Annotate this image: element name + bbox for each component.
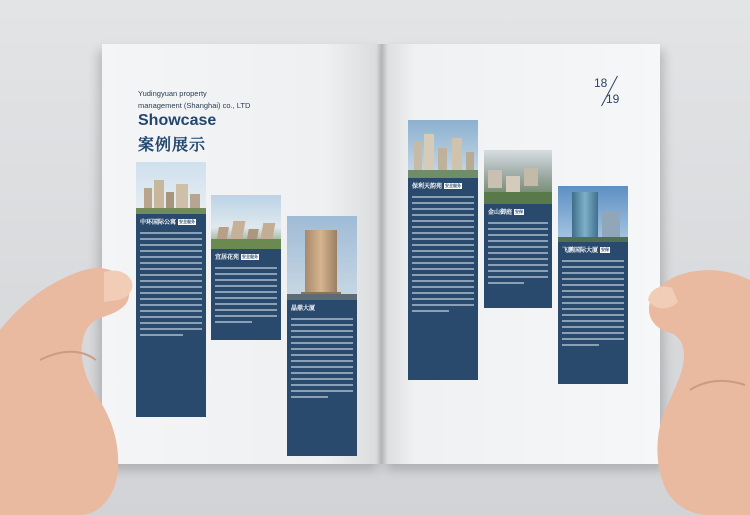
- company-line-1: Yudingyuan property: [138, 89, 207, 98]
- case-card-3: [287, 216, 357, 456]
- case-text-5: [484, 217, 552, 289]
- case-photo-3: [287, 216, 357, 300]
- company-name: [138, 88, 250, 112]
- case-photo-4: [408, 120, 478, 178]
- case-card-4: [408, 120, 478, 380]
- company-line-2: management (Shanghai) co., LTD: [138, 101, 251, 110]
- open-brochure: [102, 44, 660, 464]
- case-title-2: 宜居花苑 安全服务: [215, 254, 259, 261]
- left-hand: [0, 210, 170, 515]
- case-card-2: [211, 195, 281, 340]
- case-text-2: [211, 262, 281, 328]
- case-photo-2: [211, 195, 281, 249]
- case-text-3: [287, 313, 357, 403]
- page-number-left: 18: [594, 76, 608, 90]
- page-numbers: [594, 76, 624, 110]
- page-number-right: 19: [606, 92, 620, 106]
- case-title-4: 保利天韵苑 安全服务: [412, 183, 462, 190]
- case-title-1: 中环国际公寓 安全服务: [140, 219, 196, 226]
- title-chinese: 案例展示: [138, 137, 207, 154]
- book-spine: [376, 44, 388, 464]
- case-title-3: 晶鼎大厦: [291, 306, 316, 312]
- case-card-5: [484, 150, 552, 308]
- case-photo-5: [484, 150, 552, 204]
- case-photo-6: [558, 186, 628, 242]
- case-title-5: 金山御庭 安保: [488, 209, 524, 216]
- right-hand: [610, 240, 750, 515]
- case-title-6: 飞鹏国际大厦 安保: [562, 247, 610, 254]
- case-photo-1: [136, 162, 206, 214]
- case-text-4: [408, 191, 478, 317]
- title-english: Showcase: [138, 112, 217, 129]
